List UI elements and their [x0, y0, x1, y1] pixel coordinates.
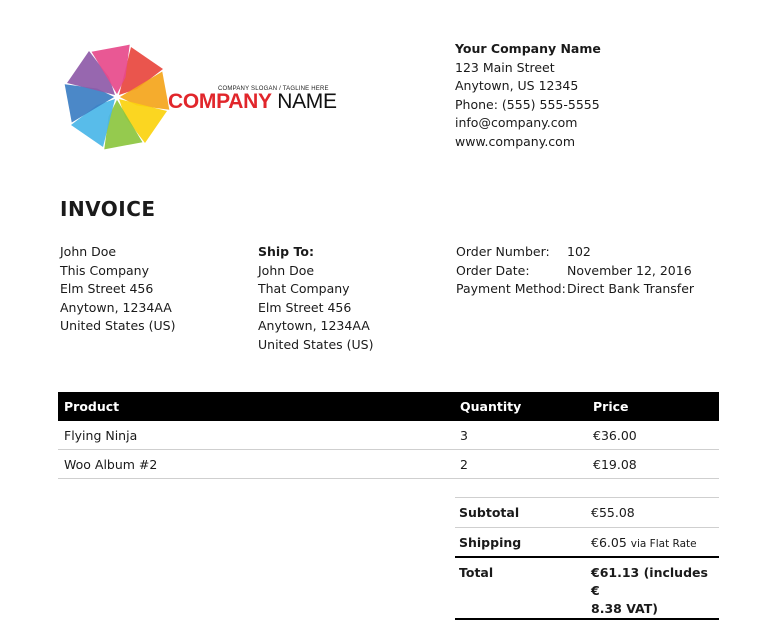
subtotal-value: €55.08 — [587, 498, 719, 528]
totals-table — [455, 497, 719, 620]
order-date-row — [456, 262, 694, 281]
price-cell: €19.08 — [587, 450, 719, 479]
payment-method-value: Direct Bank Transfer — [567, 281, 695, 296]
logo-company-name — [168, 90, 337, 114]
shipping-line: United States (US) — [258, 336, 374, 352]
company-name: Your Company Name — [455, 41, 601, 56]
company-address-line2: Anytown, US 12345 — [455, 78, 579, 93]
order-info — [456, 243, 694, 299]
billing-address — [60, 243, 175, 336]
items-table — [58, 392, 719, 479]
billing-line: Elm Street 456 — [60, 281, 154, 296]
billing-line: United States (US) — [60, 318, 176, 333]
logo-name-part1: COMPANY — [168, 90, 272, 113]
company-email: info@company.com — [455, 115, 578, 130]
billing-line: This Company — [60, 262, 149, 278]
shipping-address — [258, 243, 373, 354]
company-logo-pinwheel-icon — [62, 38, 172, 156]
total-label: Total — [455, 557, 587, 619]
shipping-line: Elm Street 456 — [258, 299, 352, 315]
company-phone: Phone: (555) 555-5555 — [455, 96, 600, 112]
order-number-row — [456, 243, 694, 262]
total-value-line1: €61.13 (includes € — [591, 565, 708, 598]
invoice-title: INVOICE — [60, 197, 156, 221]
order-number-value: 102 — [567, 244, 591, 259]
product-cell: Woo Album #2 — [58, 450, 454, 479]
shipping-line: That Company — [258, 281, 350, 296]
billing-line: Anytown, 1234AA — [60, 299, 172, 315]
ship-to-heading: Ship To: — [258, 244, 314, 259]
billing-line: John Doe — [60, 244, 117, 259]
column-header-quantity: Quantity — [454, 392, 587, 421]
quantity-cell: 3 — [454, 421, 587, 450]
shipping-line: John Doe — [258, 262, 315, 278]
price-cell: €36.00 — [587, 421, 719, 450]
order-date-value: November 12, 2016 — [567, 262, 692, 278]
total-value-line2: 8.38 VAT) — [591, 601, 658, 616]
total-row — [455, 557, 719, 619]
payment-method-label: Payment Method: — [456, 281, 566, 296]
product-cell: Flying Ninja — [58, 421, 454, 450]
logo-slogan: COMPANY SLOGAN / TAGLINE HERE — [218, 86, 329, 92]
table-row — [58, 421, 719, 450]
shipping-label: Shipping — [455, 528, 587, 558]
shipping-value-cell — [587, 528, 719, 558]
order-date-label: Order Date: — [456, 262, 530, 278]
table-row — [58, 450, 719, 479]
column-header-price: Price — [587, 392, 719, 421]
company-info — [455, 40, 601, 151]
subtotal-row — [455, 498, 719, 528]
quantity-cell: 2 — [454, 450, 587, 479]
company-address-line1: 123 Main Street — [455, 59, 555, 75]
company-website: www.company.com — [455, 133, 575, 149]
total-value — [587, 557, 719, 619]
shipping-row — [455, 528, 719, 558]
shipping-value: €6.05 — [591, 534, 627, 550]
shipping-method: via Flat Rate — [630, 537, 697, 550]
column-header-product: Product — [58, 392, 454, 421]
table-header-row — [58, 392, 719, 421]
logo-name-part2: NAME — [277, 90, 337, 113]
payment-method-row — [456, 280, 694, 299]
subtotal-label: Subtotal — [455, 498, 587, 528]
order-number-label: Order Number: — [456, 244, 550, 259]
shipping-line: Anytown, 1234AA — [258, 318, 370, 333]
